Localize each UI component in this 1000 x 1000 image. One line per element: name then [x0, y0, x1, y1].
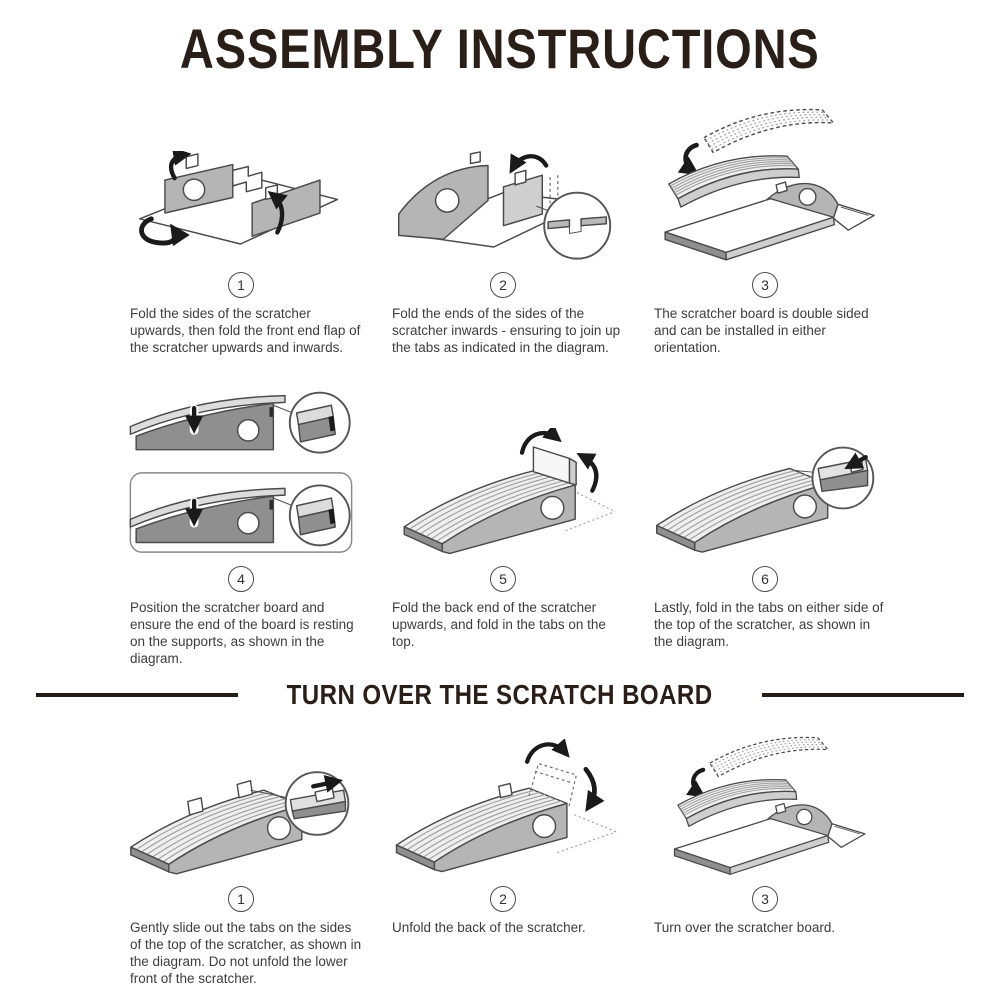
step-cell-2	[372, 96, 634, 384]
step-cell-4	[110, 384, 372, 674]
step-caption: The scratcher board is double sided and can be installed in either orientation.	[654, 306, 869, 355]
divider-heading: TURN OVER THE SCRATCH BOARD	[287, 679, 713, 710]
turn-over-steps-grid	[6, 716, 1000, 1000]
step-cell-8	[372, 716, 634, 1000]
step-cell-1	[110, 96, 372, 384]
step-number-badge: 3	[752, 272, 778, 298]
page-title: ASSEMBLY INSTRUCTIONS	[180, 16, 820, 80]
step-6-figure	[634, 384, 896, 556]
step-caption: Unfold the back of the scratcher.	[392, 920, 586, 935]
step-caption: Fold the ends of the sides of the scratcher inwards - ensuring to join up the tabs as indicated in the diagram.	[392, 306, 621, 355]
step-number-badge: 2	[490, 886, 516, 912]
step-cell-7	[110, 716, 372, 1000]
divider-line-left	[36, 693, 238, 697]
illustration-turn-over-board	[658, 726, 873, 876]
step-caption: Fold the back end of the scratcher upwards, and fold in the tabs on the top.	[392, 600, 606, 649]
step-cell-3	[634, 96, 896, 384]
step-number-badge: 1	[228, 272, 254, 298]
step-number-badge: 4	[228, 566, 254, 592]
turn-step-3-figure	[634, 726, 896, 876]
illustration-slide-out-tabs	[127, 756, 355, 876]
step-number-badge: 5	[490, 566, 516, 592]
illustration-fold-ends-inwards	[389, 150, 617, 262]
step-cell-6	[634, 384, 896, 674]
step-cell-9	[634, 716, 896, 1000]
step-4-figure	[110, 384, 372, 556]
step-number-badge: 1	[228, 886, 254, 912]
illustration-position-board-on-supports	[126, 384, 356, 556]
step-caption: Turn over the scratcher board.	[654, 920, 836, 935]
page-header	[0, 0, 1000, 96]
step-cell-5	[372, 384, 634, 674]
turn-step-2-figure	[372, 726, 634, 876]
turn-step-1-figure	[110, 726, 372, 876]
assembly-steps-grid	[6, 96, 1000, 674]
illustration-fold-top-tabs	[651, 440, 879, 556]
section-divider	[0, 674, 1000, 716]
illustration-fold-back-end	[389, 428, 617, 556]
step-caption: Lastly, fold in the tabs on either side of the top of the scratcher, as shown in the diagram.	[654, 600, 884, 649]
step-5-figure	[372, 384, 634, 556]
step-1-figure	[110, 96, 372, 262]
step-caption: Position the scratcher board and ensure the end of the board is resting on the supports, as shown in the diagram.	[130, 600, 354, 666]
step-number-badge: 2	[490, 272, 516, 298]
illustration-fold-sides-upwards	[132, 151, 350, 262]
step-number-badge: 6	[752, 566, 778, 592]
divider-line-right	[762, 693, 964, 697]
illustration-unfold-back	[387, 739, 619, 876]
step-caption: Gently slide out the tabs on the sides of the top of the scratcher, as shown in the diagram. Do not unfold the lower front of the scratcher.	[130, 920, 362, 986]
step-3-figure	[634, 96, 896, 262]
step-caption: Fold the sides of the scratcher upwards, then fold the front end flap of the scratcher upwards and inwards.	[130, 306, 361, 355]
illustration-double-sided-board	[654, 97, 876, 262]
step-2-figure	[372, 96, 634, 262]
step-number-badge: 3	[752, 886, 778, 912]
